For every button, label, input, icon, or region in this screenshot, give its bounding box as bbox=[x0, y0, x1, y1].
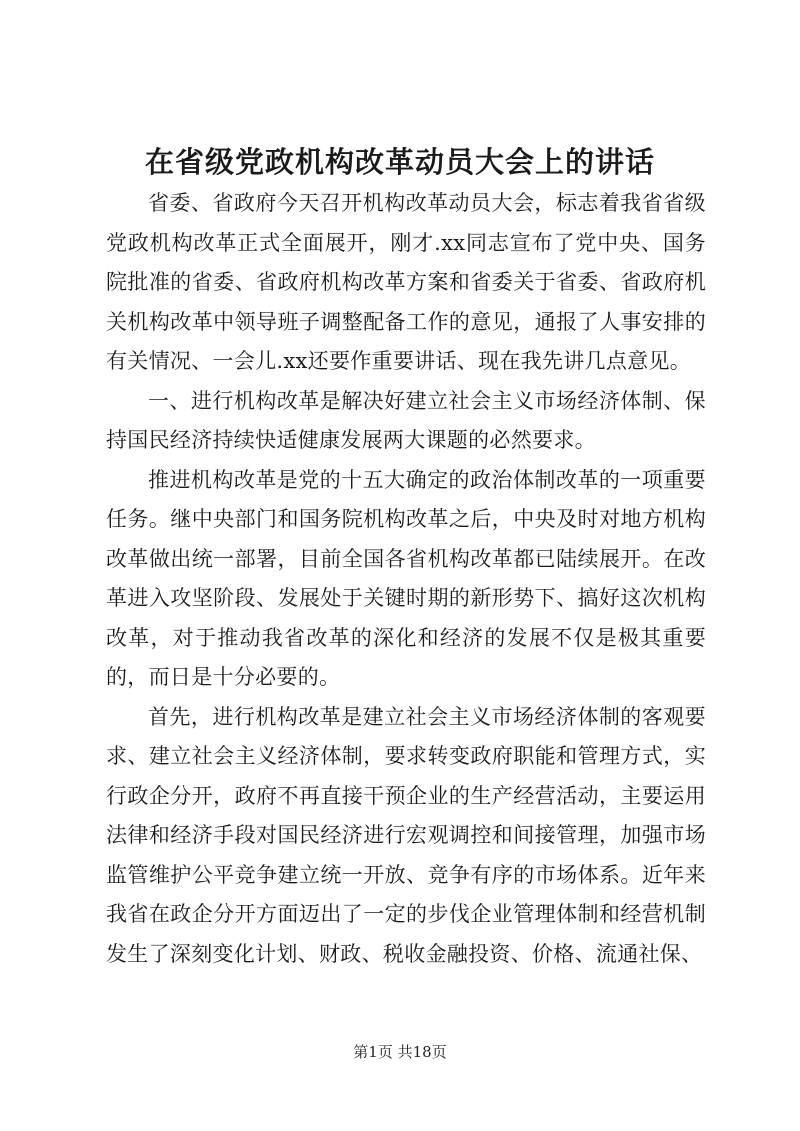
paragraph-4: 首先，进行机构改革是建立社会主义市场经济体制的客观要求、建立社会主义经济体制，要求转变政府职能和管理方式，实行政企分开，政府不再直接干预企业的生产经营活动，主要运用法律和经济手段对国民经济进行宏观调控和间接管理，加强市场监管维护公平竞争建立统一开放、竞争有序的市场体系。近年来我省在政企分开方面迈出了一定的步伐企业管理体制和经营机制发生了深刻变化计划、财政、税收金融投资、价格、流通社保、 bbox=[106, 704, 706, 966]
document-title: 在省级党政机构改革动员大会上的讲话 bbox=[144, 145, 655, 179]
document-body bbox=[106, 184, 706, 974]
paragraph-2: 一、进行机构改革是解决好建立社会主义市场经济体制、保持国民经济持续快适健康发展两大课题的必然要求。 bbox=[106, 388, 706, 452]
page-footer: 第1页 共18页 bbox=[353, 1043, 447, 1061]
paragraph-1: 省委、省政府今天召开机构改革动员大会，标志着我省省级党政机构改革正式全面展开，刚才.xx同志宣布了党中央、国务院批准的省委、省政府机构改革方案和省委关于省委、省政府机关机构改革中领导班子调整配备工作的意见，通报了人事安排的有关情况、一会儿.xx还要作重要讲话、现在我先讲几点意见。 bbox=[106, 191, 706, 373]
paragraph-3: 推进机构改革是党的十五大确定的政治体制改革的一项重要任务。继中央部门和国务院机构改革之后，中央及时对地方机构改革做出统一部署，目前全国各省机构改革都已陆续展开。在改革进入攻坚阶段、发展处于关键时期的新形势下、搞好这次机构改革，对于推动我省改革的深化和经济的发展不仅是极其重要的，而日是十分必要的。 bbox=[106, 467, 706, 689]
